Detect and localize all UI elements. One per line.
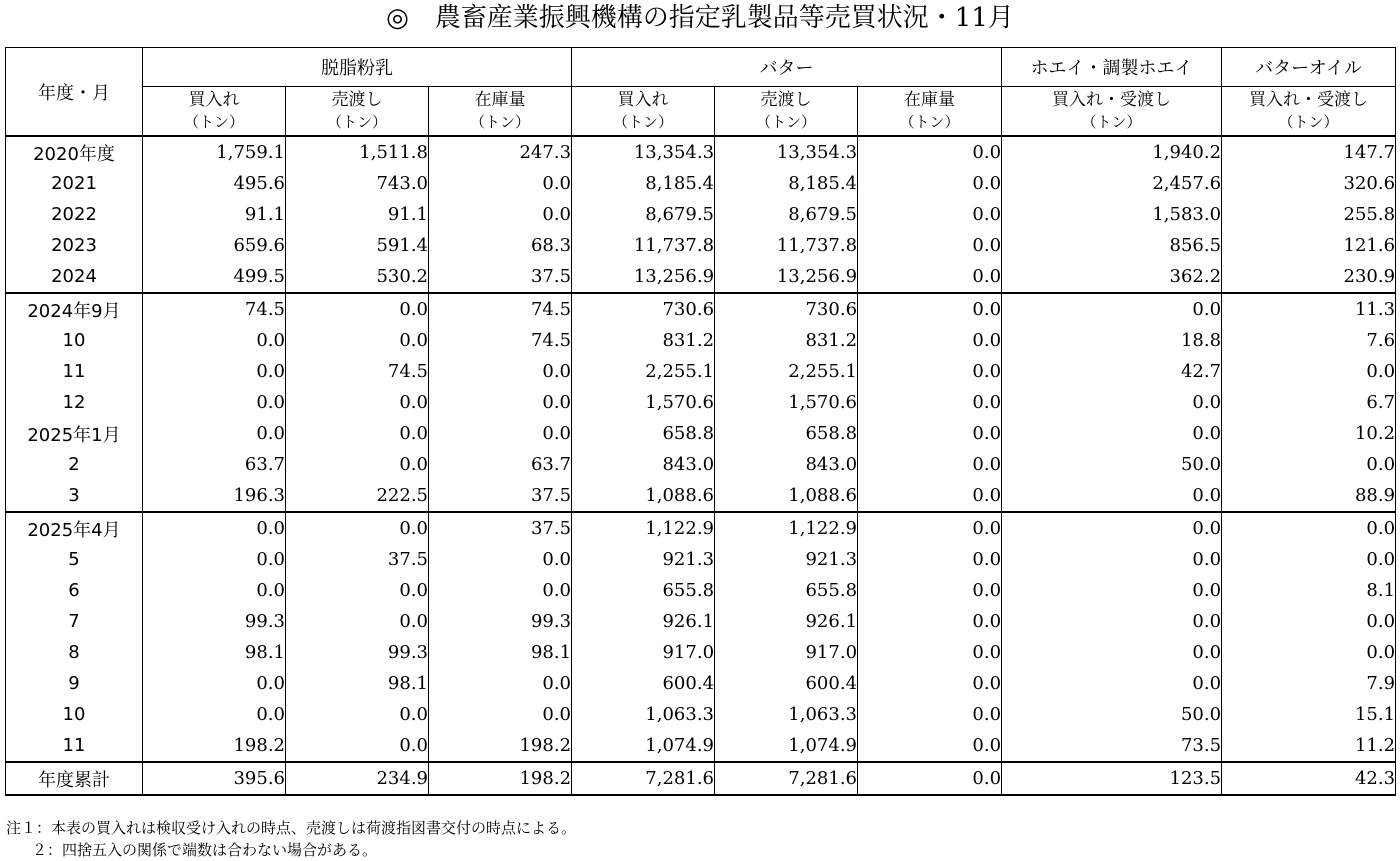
table-cell: 0.0 <box>143 668 286 699</box>
row-label: 2025年4月 <box>6 512 143 544</box>
table-cell: 42.7 <box>1002 356 1222 387</box>
table-row <box>6 199 1396 230</box>
table-cell: 68.3 <box>429 230 572 261</box>
column-header-unit: （トン） <box>470 113 531 131</box>
table-cell: 13,354.3 <box>572 136 715 168</box>
table-cell: 8,185.4 <box>715 168 858 199</box>
table-cell: 0.0 <box>143 512 286 544</box>
table-row <box>6 168 1396 199</box>
table-cell: 11,737.8 <box>572 230 715 261</box>
table-cell: 831.2 <box>572 325 715 356</box>
table-cell: 37.5 <box>429 512 572 544</box>
table-cell: 0.0 <box>286 293 429 325</box>
table-cell: 7.9 <box>1222 668 1396 699</box>
table-cell: 198.2 <box>143 730 286 762</box>
footnote-2: ２：四捨五入の関係で端数は合わない場合がある。 <box>32 841 378 859</box>
table-row <box>6 606 1396 637</box>
column-header <box>429 87 572 137</box>
table-cell: 1,122.9 <box>572 512 715 544</box>
table-cell: 0.0 <box>1002 668 1222 699</box>
column-header-label: 買入れ・受渡し <box>1052 90 1172 110</box>
table-cell: 658.8 <box>572 418 715 449</box>
table-cell: 0.0 <box>1222 512 1396 544</box>
table-cell: 0.0 <box>858 637 1002 668</box>
table-cell: 0.0 <box>286 575 429 606</box>
table-cell: 0.0 <box>143 699 286 730</box>
table-cell: 921.3 <box>715 544 858 575</box>
row-label: 6 <box>6 575 143 606</box>
table-cell: 530.2 <box>286 261 429 293</box>
table-cell: 591.4 <box>286 230 429 261</box>
table-cell: 8,679.5 <box>572 199 715 230</box>
table-cell: 91.1 <box>143 199 286 230</box>
table-cell: 8,679.5 <box>715 199 858 230</box>
table-cell: 0.0 <box>286 418 429 449</box>
table-cell: 99.3 <box>143 606 286 637</box>
table-cell: 831.2 <box>715 325 858 356</box>
table-cell: 0.0 <box>858 762 1002 795</box>
table-cell: 98.1 <box>429 637 572 668</box>
table-cell: 50.0 <box>1002 449 1222 480</box>
table-cell: 198.2 <box>429 762 572 795</box>
table-cell: 42.3 <box>1222 762 1396 795</box>
column-header-label: 売渡し <box>331 90 383 110</box>
column-header-unit: （トン） <box>1081 113 1142 131</box>
table-cell: 1,511.8 <box>286 136 429 168</box>
table-cell: 0.0 <box>286 449 429 480</box>
table-cell: 1,088.6 <box>715 480 858 512</box>
table-cell: 0.0 <box>286 387 429 418</box>
table-row <box>6 293 1396 325</box>
table-cell: 198.2 <box>429 730 572 762</box>
table-cell: 74.5 <box>143 293 286 325</box>
table-cell: 50.0 <box>1002 699 1222 730</box>
table-cell: 0.0 <box>858 418 1002 449</box>
table-row <box>6 325 1396 356</box>
table-row <box>6 575 1396 606</box>
footnotes <box>6 817 576 861</box>
table-cell: 0.0 <box>858 606 1002 637</box>
table-cell: 99.3 <box>429 606 572 637</box>
table-cell: 74.5 <box>286 356 429 387</box>
table-cell: 1,063.3 <box>572 699 715 730</box>
table-cell: 11,737.8 <box>715 230 858 261</box>
column-header-unit: （トン） <box>183 113 244 131</box>
table-row <box>6 480 1396 512</box>
table-cell: 0.0 <box>143 356 286 387</box>
row-label: 年度累計 <box>6 762 143 795</box>
table-row <box>6 699 1396 730</box>
table-cell: 1,570.6 <box>572 387 715 418</box>
table-cell: 0.0 <box>858 730 1002 762</box>
column-header-unit: （トン） <box>613 113 674 131</box>
table-cell: 11.2 <box>1222 730 1396 762</box>
table-cell: 0.0 <box>1002 637 1222 668</box>
table-cell: 0.0 <box>429 387 572 418</box>
table-cell: 730.6 <box>715 293 858 325</box>
row-label-header: 年度・月 <box>6 48 143 137</box>
group-header-whey: ホエイ・調製ホエイ <box>1002 48 1222 87</box>
table-cell: 0.0 <box>143 387 286 418</box>
row-label: 7 <box>6 606 143 637</box>
table-cell: 743.0 <box>286 168 429 199</box>
table-cell: 0.0 <box>1002 575 1222 606</box>
row-label: 3 <box>6 480 143 512</box>
table-cell: 921.3 <box>572 544 715 575</box>
table-cell: 37.5 <box>429 480 572 512</box>
table-cell: 0.0 <box>286 325 429 356</box>
table-cell: 121.6 <box>1222 230 1396 261</box>
table-cell: 98.1 <box>286 668 429 699</box>
table-cell: 0.0 <box>858 480 1002 512</box>
table-group <box>6 512 1396 762</box>
table-group <box>6 762 1396 795</box>
table-cell: 0.0 <box>143 544 286 575</box>
table-cell: 15.1 <box>1222 699 1396 730</box>
table-cell: 730.6 <box>572 293 715 325</box>
table-cell: 0.0 <box>858 325 1002 356</box>
table-cell: 8.1 <box>1222 575 1396 606</box>
table-cell: 0.0 <box>429 668 572 699</box>
table-cell: 0.0 <box>1222 637 1396 668</box>
table-row <box>6 136 1396 168</box>
row-label: 2021 <box>6 168 143 199</box>
column-header <box>143 87 286 137</box>
table-row <box>6 512 1396 544</box>
row-label: 2024 <box>6 261 143 293</box>
table-cell: 255.8 <box>1222 199 1396 230</box>
table-cell: 0.0 <box>858 293 1002 325</box>
column-header-label: 買入れ <box>188 90 240 110</box>
table-cell: 7.6 <box>1222 325 1396 356</box>
column-header-label: 買入れ・受渡し <box>1249 90 1369 110</box>
column-header <box>1222 87 1396 137</box>
table-cell: 395.6 <box>143 762 286 795</box>
table-cell: 495.6 <box>143 168 286 199</box>
table-row <box>6 418 1396 449</box>
table-cell: 0.0 <box>1002 418 1222 449</box>
table-group <box>6 293 1396 512</box>
table-cell: 0.0 <box>1002 293 1222 325</box>
column-header <box>572 87 715 137</box>
table-cell: 917.0 <box>715 637 858 668</box>
table-cell: 0.0 <box>1222 356 1396 387</box>
row-label: 8 <box>6 637 143 668</box>
table-cell: 0.0 <box>858 512 1002 544</box>
table-cell: 320.6 <box>1222 168 1396 199</box>
row-label: 12 <box>6 387 143 418</box>
table-cell: 658.8 <box>715 418 858 449</box>
table-cell: 98.1 <box>143 637 286 668</box>
table-row <box>6 730 1396 762</box>
table-cell: 0.0 <box>286 512 429 544</box>
table-cell: 63.7 <box>143 449 286 480</box>
table-row <box>6 387 1396 418</box>
table-cell: 0.0 <box>1002 480 1222 512</box>
row-label: 2 <box>6 449 143 480</box>
table-cell: 91.1 <box>286 199 429 230</box>
table-cell: 843.0 <box>715 449 858 480</box>
table-cell: 0.0 <box>429 168 572 199</box>
table-cell: 230.9 <box>1222 261 1396 293</box>
table-cell: 123.5 <box>1002 762 1222 795</box>
table-row <box>6 261 1396 293</box>
table-cell: 99.3 <box>286 637 429 668</box>
table-cell: 74.5 <box>429 293 572 325</box>
table-cell: 0.0 <box>858 668 1002 699</box>
column-header-label: 売渡し <box>760 90 812 110</box>
table-cell: 0.0 <box>429 699 572 730</box>
table-cell: 0.0 <box>858 356 1002 387</box>
table-cell: 234.9 <box>286 762 429 795</box>
table-cell: 499.5 <box>143 261 286 293</box>
column-header-unit: （トン） <box>1278 113 1339 131</box>
table-cell: 0.0 <box>1002 544 1222 575</box>
table-cell: 0.0 <box>1002 606 1222 637</box>
table-cell: 6.7 <box>1222 387 1396 418</box>
group-header-skim-milk-powder: 脱脂粉乳 <box>143 48 572 87</box>
table-cell: 1,940.2 <box>1002 136 1222 168</box>
column-header-unit: （トン） <box>756 113 817 131</box>
table-cell: 1,570.6 <box>715 387 858 418</box>
table-cell: 600.4 <box>572 668 715 699</box>
table-cell: 247.3 <box>429 136 572 168</box>
table-row <box>6 449 1396 480</box>
table-cell: 73.5 <box>1002 730 1222 762</box>
table-cell: 600.4 <box>715 668 858 699</box>
table-row <box>6 637 1396 668</box>
table-cell: 37.5 <box>286 544 429 575</box>
table-cell: 926.1 <box>572 606 715 637</box>
table-cell: 1,088.6 <box>572 480 715 512</box>
table-cell: 0.0 <box>143 325 286 356</box>
row-label: 9 <box>6 668 143 699</box>
table-cell: 1,583.0 <box>1002 199 1222 230</box>
table-cell: 0.0 <box>858 699 1002 730</box>
column-header-label: 在庫量 <box>474 90 526 110</box>
table-cell: 13,354.3 <box>715 136 858 168</box>
table-cell: 0.0 <box>858 261 1002 293</box>
table-cell: 63.7 <box>429 449 572 480</box>
table-cell: 926.1 <box>715 606 858 637</box>
table-cell: 655.8 <box>572 575 715 606</box>
table-cell: 843.0 <box>572 449 715 480</box>
table-cell: 0.0 <box>429 356 572 387</box>
table-cell: 0.0 <box>1222 606 1396 637</box>
table-cell: 0.0 <box>429 544 572 575</box>
table-cell: 659.6 <box>143 230 286 261</box>
table-cell: 0.0 <box>429 199 572 230</box>
table-cell: 74.5 <box>429 325 572 356</box>
table-cell: 0.0 <box>286 699 429 730</box>
column-header-unit: （トン） <box>899 113 960 131</box>
table-cell: 0.0 <box>858 544 1002 575</box>
column-header-label: 買入れ <box>617 90 669 110</box>
table-row <box>6 668 1396 699</box>
table-cell: 0.0 <box>1222 449 1396 480</box>
table-cell: 0.0 <box>1002 512 1222 544</box>
table-cell: 18.8 <box>1002 325 1222 356</box>
table-cell: 1,122.9 <box>715 512 858 544</box>
table-cell: 0.0 <box>1002 387 1222 418</box>
table-cell: 196.3 <box>143 480 286 512</box>
sales-table <box>5 47 1396 796</box>
table-row <box>6 356 1396 387</box>
table-cell: 2,255.1 <box>715 356 858 387</box>
table-cell: 147.7 <box>1222 136 1396 168</box>
row-label: 2025年1月 <box>6 418 143 449</box>
column-header <box>858 87 1002 137</box>
table-cell: 13,256.9 <box>715 261 858 293</box>
table-cell: 2,457.6 <box>1002 168 1222 199</box>
table-cell: 7,281.6 <box>715 762 858 795</box>
column-header <box>715 87 858 137</box>
table-cell: 0.0 <box>143 418 286 449</box>
table-cell: 0.0 <box>286 606 429 637</box>
column-header <box>1002 87 1222 137</box>
table-cell: 0.0 <box>858 199 1002 230</box>
row-label: 11 <box>6 356 143 387</box>
row-label: 2023 <box>6 230 143 261</box>
table-cell: 0.0 <box>858 136 1002 168</box>
table-cell: 0.0 <box>429 418 572 449</box>
table-cell: 1,074.9 <box>715 730 858 762</box>
table-cell: 222.5 <box>286 480 429 512</box>
table-cell: 13,256.9 <box>572 261 715 293</box>
table-cell: 0.0 <box>286 730 429 762</box>
table-row <box>6 762 1396 795</box>
table-row <box>6 544 1396 575</box>
table-cell: 1,074.9 <box>572 730 715 762</box>
table-cell: 0.0 <box>858 168 1002 199</box>
table-cell: 0.0 <box>858 230 1002 261</box>
row-label: 2024年9月 <box>6 293 143 325</box>
table-cell: 37.5 <box>429 261 572 293</box>
table-header <box>6 48 1396 137</box>
footnote-1: 注１：本表の買入れは検収受け入れの時点、売渡しは荷渡指図書交付の時点による。 <box>6 819 577 837</box>
table-cell: 2,255.1 <box>572 356 715 387</box>
table-cell: 10.2 <box>1222 418 1396 449</box>
table-cell: 917.0 <box>572 637 715 668</box>
row-label: 5 <box>6 544 143 575</box>
group-header-butter-oil: バターオイル <box>1222 48 1396 87</box>
table-cell: 0.0 <box>429 575 572 606</box>
table-cell: 7,281.6 <box>572 762 715 795</box>
column-header-label: 在庫量 <box>904 90 956 110</box>
table-cell: 8,185.4 <box>572 168 715 199</box>
table-cell: 11.3 <box>1222 293 1396 325</box>
row-label: 11 <box>6 730 143 762</box>
table-cell: 1,063.3 <box>715 699 858 730</box>
group-header-butter: バター <box>572 48 1002 87</box>
page-title: ◎ 農畜産業振興機構の指定乳製品等売買状況・11月 <box>386 3 1014 33</box>
table-row <box>6 230 1396 261</box>
table-cell: 88.9 <box>1222 480 1396 512</box>
table-cell: 1,759.1 <box>143 136 286 168</box>
table-cell: 0.0 <box>858 449 1002 480</box>
table-group <box>6 136 1396 293</box>
table-cell: 0.0 <box>858 387 1002 418</box>
table-cell: 655.8 <box>715 575 858 606</box>
row-label: 10 <box>6 325 143 356</box>
column-header-unit: （トン） <box>326 113 387 131</box>
row-label: 10 <box>6 699 143 730</box>
column-header <box>286 87 429 137</box>
row-label: 2022 <box>6 199 143 230</box>
table-cell: 0.0 <box>858 575 1002 606</box>
table-cell: 0.0 <box>143 575 286 606</box>
row-label: 2020年度 <box>6 136 143 168</box>
table-cell: 362.2 <box>1002 261 1222 293</box>
table-cell: 856.5 <box>1002 230 1222 261</box>
table-cell: 0.0 <box>1222 544 1396 575</box>
